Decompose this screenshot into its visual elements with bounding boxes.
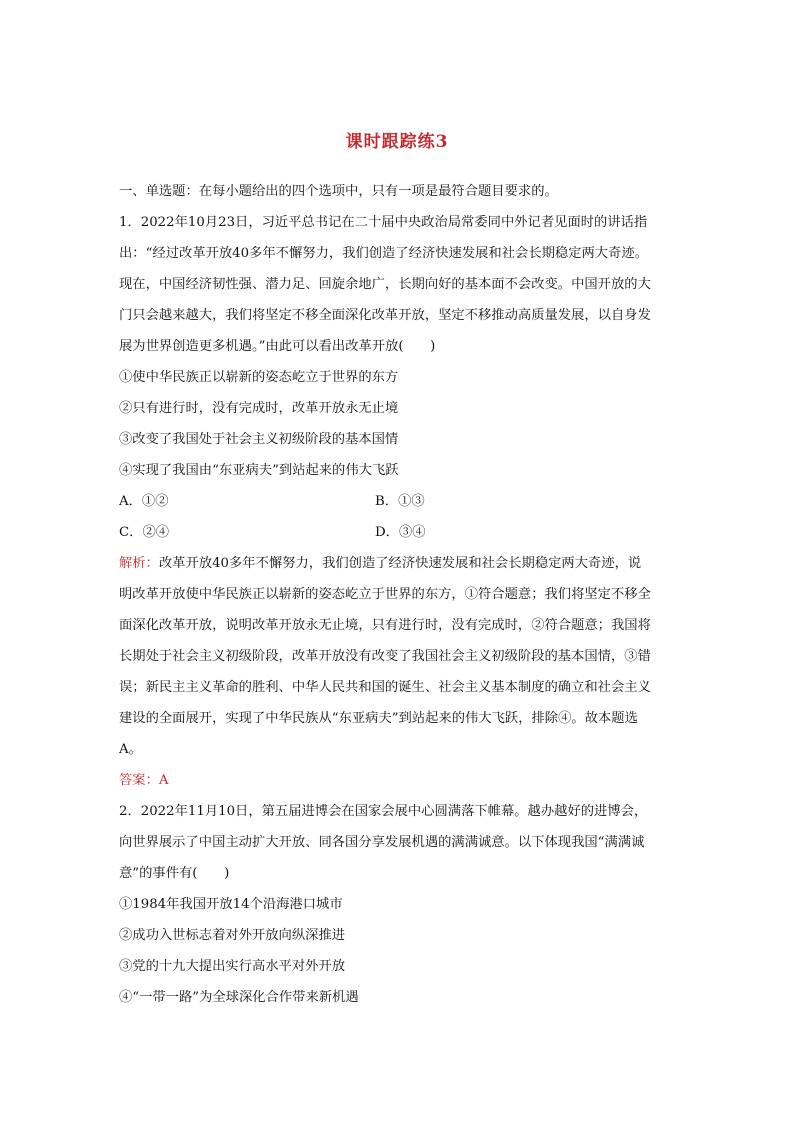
statement-item: ②成功入世标志着对外开放向纵深推进: [119, 928, 346, 943]
options-row: [119, 517, 679, 548]
question-2: [119, 796, 679, 1013]
analysis-line: A。: [119, 742, 142, 757]
answer-value: A: [158, 773, 169, 788]
question-stem-line: 向世界展示了中国主动扩大开放、同各国分享发展机遇的满满诚意。以下体现我国“满满诚: [119, 835, 645, 850]
analysis-line: 建设的全面展开，实现了中华民族从“东亚病夫”到站起来的伟大飞跃，排除④。故本题选: [119, 711, 638, 726]
analysis-label: 解析：: [119, 556, 159, 571]
statement-item: ④实现了我国由“东亚病夫”到站起来的伟大飞跃: [119, 463, 399, 478]
analysis-text: 改革开放40多年不懈努力，我们创造了经济快速发展和社会长期稳定两大奇迹，说: [158, 556, 642, 571]
statement-item: ③党的十九大提出实行高水平对外开放: [119, 959, 346, 974]
option-d: D．③④: [375, 525, 426, 540]
question-stem-line: 现在，中国经济韧性强、潜力足、回旋余地广，长期向好的基本面不会改变。中国开放的大: [119, 277, 651, 292]
page-title: 课时跟踪练3: [345, 132, 449, 152]
analysis-block: [119, 548, 679, 765]
analysis-line: 明改革开放使中华民族正以崭新的姿态屹立于世界的东方，①符合题意；我们将坚定不移全: [119, 587, 651, 602]
statement-item: ①使中华民族正以崭新的姿态屹立于世界的东方: [119, 370, 399, 385]
section-heading: 一、单选题：在每小题给出的四个选项中，只有一项是最符合题目要求的。: [119, 184, 558, 199]
question-stem-line: 意”的事件有( ): [119, 866, 230, 881]
question-stem-line: 2．2022年11月10日，第五届进博会在国家会展中心圆满落下帷幕。越办越好的进博会，: [119, 804, 648, 819]
question-stem-line: 门只会越来越大，我们将坚定不移全面深化改革开放，坚定不移推动高质量发展，以自身发: [119, 308, 651, 323]
options-row: [119, 486, 679, 517]
statement-item: ③改变了我国处于社会主义初级阶段的基本国情: [119, 432, 399, 447]
statement-item: ④“一带一路”为全球深化合作带来新机遇: [119, 990, 359, 1005]
analysis-line: 长期处于社会主义初级阶段，改革开放没有改变了我国社会主义初级阶段的基本国情，③错: [119, 649, 651, 664]
option-b: B．①③: [375, 494, 425, 509]
question-stem-line: 出：“经过改革开放40多年不懈努力，我们创造了经济快速发展和社会长期稳定两大奇迹。: [119, 246, 648, 261]
answer-label: 答案：: [119, 773, 159, 788]
document-body: [119, 176, 679, 1013]
question-stem-line: 1．2022年10月23日，习近平总书记在二十届中央政治局常委同中外记者见面时的讲话指: [119, 215, 648, 230]
option-a: A．①②: [119, 494, 169, 509]
statement-item: ①1984年我国开放14个沿海港口城市: [119, 897, 343, 912]
analysis-line: 面深化改革开放，说明改革开放永无止境，只有进行时，没有完成时，②符合题意；我国将: [119, 618, 651, 633]
question-stem-line: 展为世界创造更多机遇。”由此可以看出改革开放( ): [119, 339, 436, 354]
analysis-line: [119, 548, 679, 579]
option-c: C．②④: [119, 525, 170, 540]
answer-line: [119, 765, 679, 796]
question-1: [119, 207, 679, 796]
analysis-line: 误；新民主主义革命的胜利、中华人民共和国的诞生、社会主义基本制度的确立和社会主义: [119, 680, 651, 695]
statement-item: ②只有进行时，没有完成时，改革开放永无止境: [119, 401, 399, 416]
